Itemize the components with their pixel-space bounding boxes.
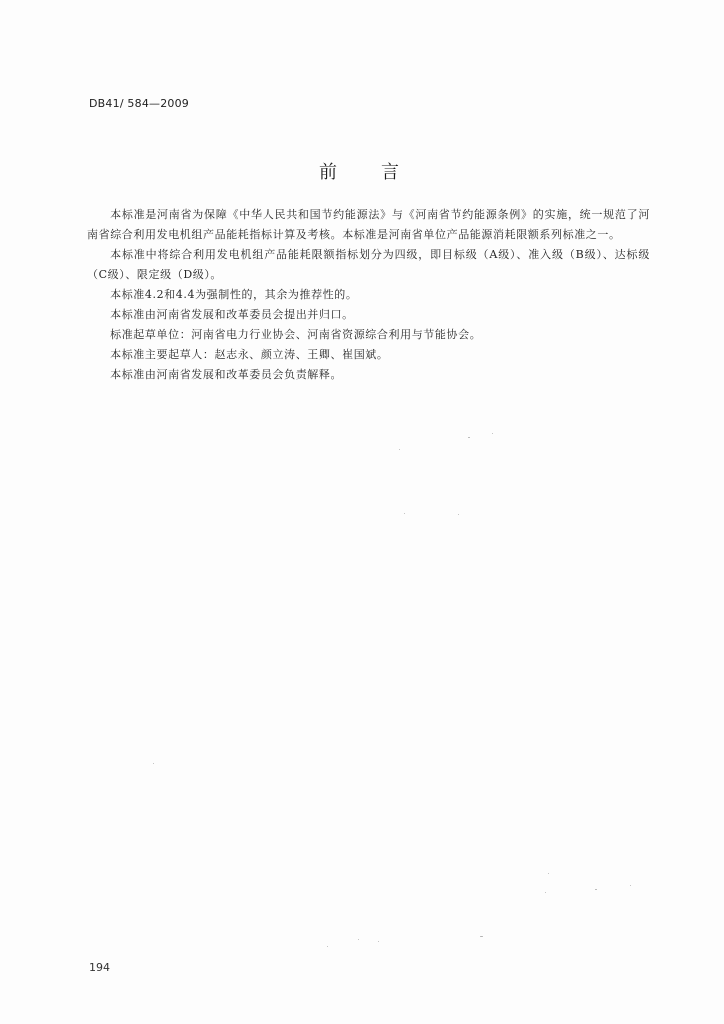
scan-speck xyxy=(595,889,597,890)
scan-speck xyxy=(358,939,359,940)
paragraph-drafting-units: 标准起草单位：河南省电力行业协会、河南省资源综合利用与节能协会。 xyxy=(110,328,482,341)
paragraph-purpose: 本标准是河南省为保障《中华人民共和国节约能源法》与《河南省节约能源条例》的实施，统一规范了河南省综合利用发电机组产品能耗指标计算及考核。本标准是河南省单位产品能源消耗限额系列标准之一。 xyxy=(87,208,650,241)
scan-speck xyxy=(545,892,546,893)
standard-code: DB41/ 584—2009 xyxy=(89,97,190,110)
paragraph-interpretation: 本标准由河南省发展和改革委员会负责解释。 xyxy=(110,368,343,381)
scan-speck xyxy=(548,873,549,874)
scan-speck xyxy=(378,941,379,942)
scan-speck xyxy=(458,514,459,515)
page-number: 194 xyxy=(89,961,110,974)
foreword-body xyxy=(87,205,650,385)
paragraph-drafters: 本标准主要起草人：赵志永、颜立涛、王卿、崔国斌。 xyxy=(110,348,389,361)
paragraph-grades: 本标准中将综合利用发电机组产品能耗限额指标划分为四级，即目标级（A级）、准入级（B级）、达标级（C级）、限定级（D级）。 xyxy=(87,248,650,281)
paragraph-proposer: 本标准由河南省发展和改革委员会提出并归口。 xyxy=(110,308,354,321)
page-title: 前言 xyxy=(319,162,443,183)
paragraph-mandatory-clauses: 本标准4.2和4.4为强制性的，其余为推荐性的。 xyxy=(110,288,358,301)
scan-speck xyxy=(399,449,400,450)
scan-speck xyxy=(153,763,154,764)
scan-speck xyxy=(404,513,405,514)
scan-speck xyxy=(630,885,631,886)
scan-speck xyxy=(468,437,470,438)
scan-speck xyxy=(492,433,493,434)
scan-speck xyxy=(327,946,328,947)
scan-speck xyxy=(480,936,483,937)
